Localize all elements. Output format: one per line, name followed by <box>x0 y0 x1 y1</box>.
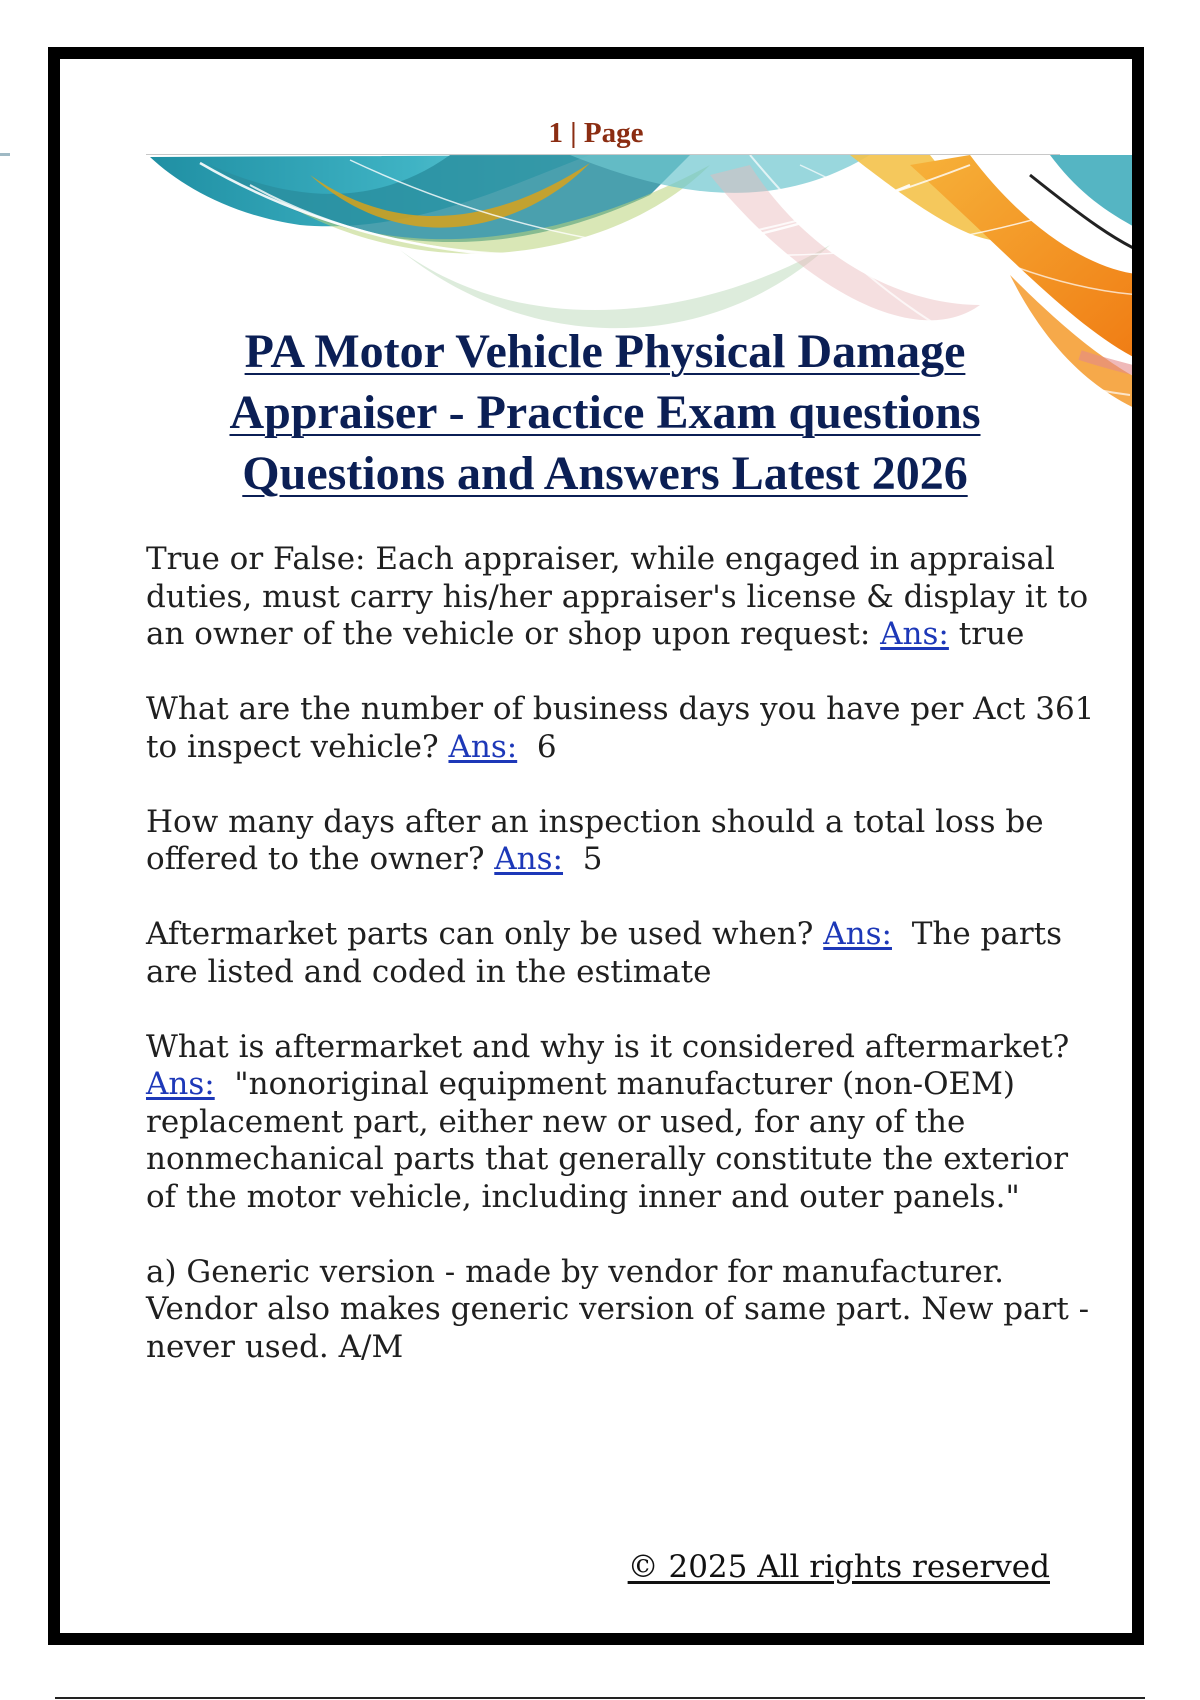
qa-item <box>146 691 1106 766</box>
answer-text: 5 <box>563 841 603 877</box>
question-text: Aftermarket parts can only be used when? <box>146 916 824 952</box>
page-number: 1 | Page <box>548 117 644 149</box>
qa-item <box>146 541 1106 654</box>
ans-link[interactable]: Ans: <box>448 728 518 765</box>
answer-text: "nonoriginal equipment manufacturer (non-OEM) replacement part, either new or used, for any of the nonmechanical parts that generally constitute the exterior of the motor vehicle, including inner and outer panels." <box>146 1066 1078 1215</box>
ans-link[interactable]: Ans: <box>146 1066 215 1102</box>
question-text: True or False: Each appraiser, while engaged in appraisal duties, must carry his/her appraiser's license & display it to an owner of the vehicle or shop upon request: <box>146 541 1099 652</box>
document-title: PA Motor Vehicle Physical Damage Appraiser - Practice Exam questions Questions and Answers Latest 2026 <box>229 325 981 500</box>
ans-link[interactable]: Ans: <box>494 841 564 877</box>
qa-item <box>146 916 1106 991</box>
qa-list <box>146 541 1106 1404</box>
question-text: How many days after an inspection should a total loss be offered to the owner? <box>146 803 1054 877</box>
note-paragraph: a) Generic version - made by vendor for manufacturer. Vendor also makes generic version of same part. New part - never used. A/M <box>146 1253 1099 1365</box>
qa-item <box>146 1029 1106 1217</box>
edge-mark <box>0 153 10 156</box>
question-text: What are the number of business days you have per Act 361 to inspect vehicle? <box>146 691 1105 765</box>
question-text: What is aftermarket and why is it considered aftermarket? <box>146 1028 1080 1065</box>
bottom-divider <box>55 1697 1145 1699</box>
ans-link[interactable]: Ans: <box>823 916 892 952</box>
document-page <box>48 47 1144 1645</box>
copyright-notice: © 2025 All rights reserved <box>627 1549 1050 1585</box>
answer-text: 6 <box>517 728 557 765</box>
ans-link[interactable]: Ans: <box>880 616 949 652</box>
answer-text: true <box>948 616 1025 652</box>
qa-item <box>146 804 1106 879</box>
answer-text: The parts are listed and coded in the estimate <box>146 916 1072 990</box>
